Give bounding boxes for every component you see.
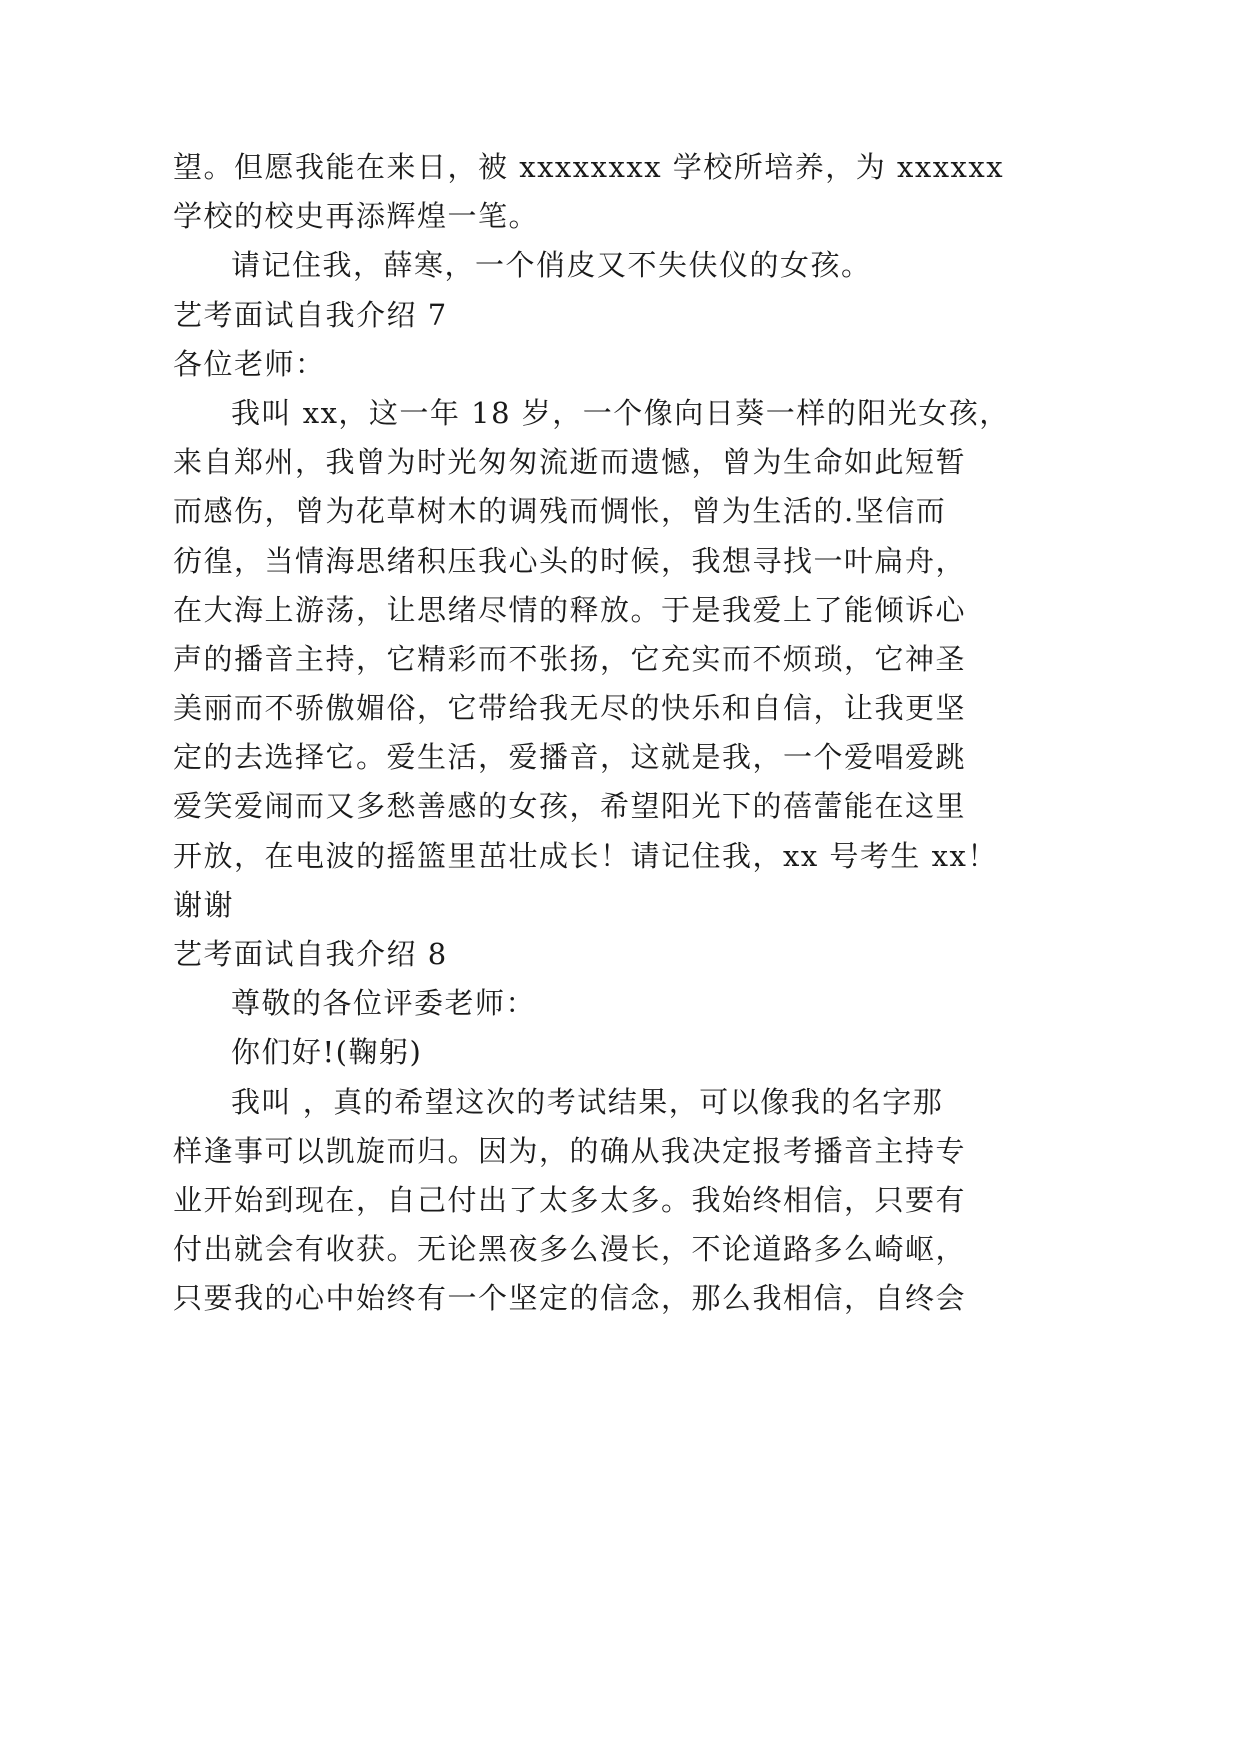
paragraph-line: 谢谢: [173, 887, 235, 922]
paragraph-line: 望。但愿我能在来日，被 xxxxxxxx 学校所培养，为 xxxxxx: [173, 150, 1005, 184]
paragraph-line: 定的去选择它。爱生活，爱播音，这就是我，一个爱唱爱跳: [173, 740, 967, 775]
paragraph-line: 声的播音主持，它精彩而不张扬，它充实而不烦琐，它神圣: [173, 641, 967, 676]
paragraph-line: 在大海上游荡，让思绪尽情的释放。于是我爱上了能倾诉心: [173, 592, 967, 627]
section-heading: 艺考面试自我介绍 7: [173, 297, 448, 332]
paragraph-line: 你们好!(鞠躬): [231, 1035, 423, 1070]
paragraph-line: 业开始到现在，自己付出了太多太多。我始终相信，只要有: [173, 1182, 967, 1217]
paragraph-line: 彷徨，当情海思绪积压我心头的时候，我想寻找一叶扁舟，: [173, 543, 967, 578]
paragraph-line: 样逢事可以凯旋而归。因为，的确从我决定报考播音主持专: [173, 1133, 967, 1168]
paragraph-line: 只要我的心中始终有一个坚定的信念，那么我相信，自终会: [173, 1281, 967, 1316]
salutation: 尊敬的各位评委老师：: [231, 986, 537, 1021]
paragraph-line: 开放，在电波的摇篮里茁壮成长！请记住我，xx 号考生 xx！: [173, 838, 998, 873]
document-body: [173, 143, 1010, 1324]
salutation: 各位老师：: [173, 346, 326, 381]
paragraph-line: 而感伤，曾为花草树木的调残而惆怅，曾为生活的.坚信而: [173, 494, 947, 529]
paragraph-line: 美丽而不骄傲媚俗，它带给我无尽的快乐和自信，让我更坚: [173, 691, 967, 726]
paragraph-line: 爱笑爱闹而又多愁善感的女孩，希望阳光下的蓓蕾能在这里: [173, 789, 967, 824]
paragraph-line: 学校的校史再添辉煌一笔。: [173, 199, 540, 234]
paragraph-line: 我叫 ，真的希望这次的考试结果，可以像我的名字那: [231, 1084, 944, 1119]
paragraph-line: 请记住我，薛寒，一个俏皮又不失伕仪的女孩。: [231, 248, 872, 283]
section-heading: 艺考面试自我介绍 8: [173, 937, 448, 971]
paragraph-line: 来自郑州，我曾为时光匆匆流逝而遗憾，曾为生命如此短暂: [173, 445, 967, 480]
paragraph-line: 我叫 xx，这一年 18 岁，一个像向日葵一样的阳光女孩，: [231, 395, 1010, 430]
paragraph-line: 付出就会有收获。无论黑夜多么漫长，不论道路多么崎岖，: [173, 1232, 967, 1267]
